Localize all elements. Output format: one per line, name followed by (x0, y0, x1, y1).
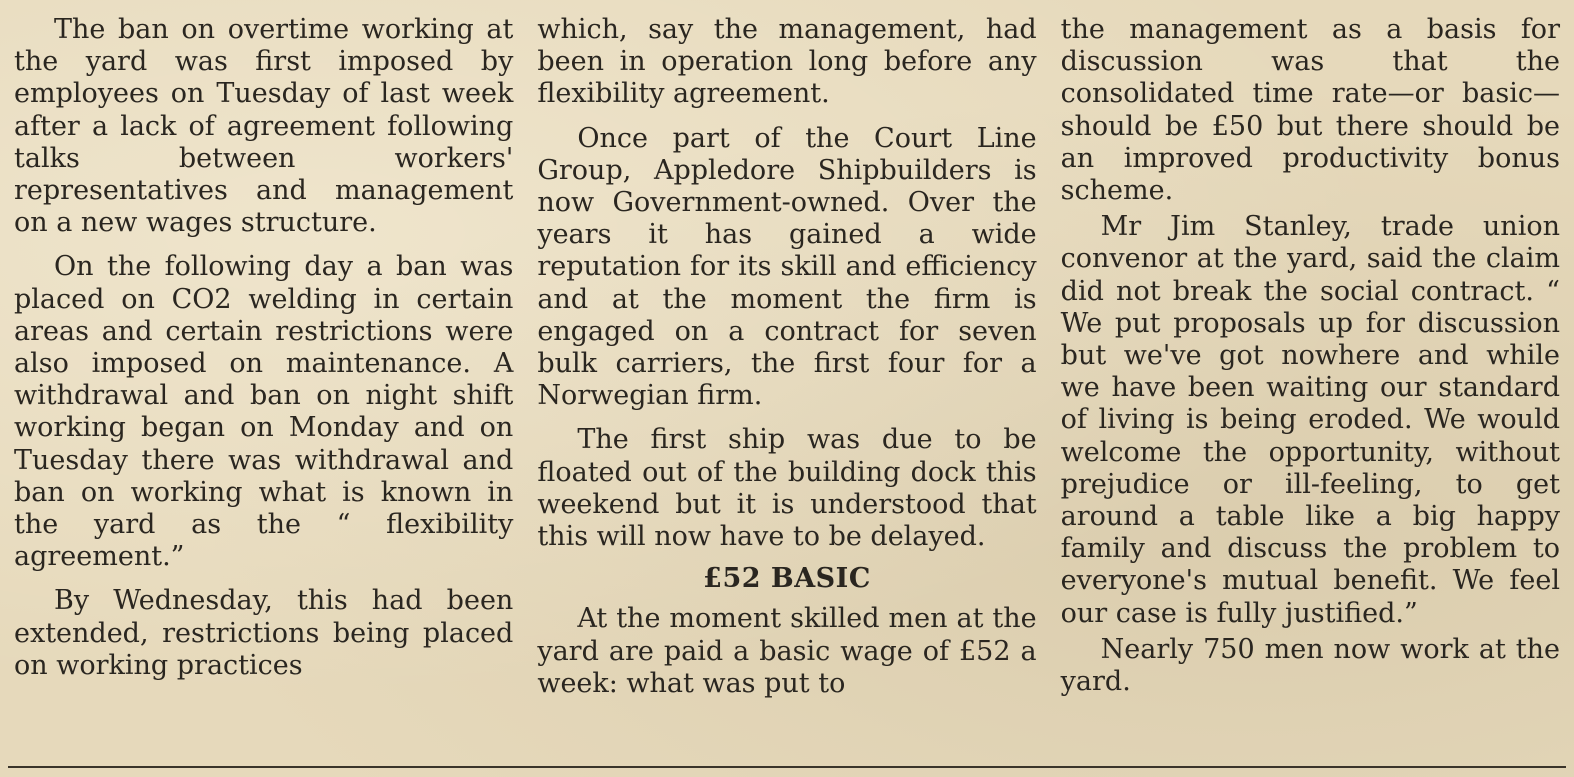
column-rule (8, 766, 1566, 768)
article-columns (14, 14, 1560, 754)
paragraph-continuation: the management as a basis for discussion was that the consolidated time rate—or basic—should be £50 but there should be an improved productivity bonus scheme. (1060, 14, 1560, 207)
column-2 (537, 14, 1036, 754)
paragraph-continuation: which, say the management, had been in operation long before any flexibility agreement. (537, 14, 1037, 110)
paragraph: Mr Jim Stanley, trade union convenor at the yard, said the claim did not break the social contract. “ We put proposals up for discussion but we've got nowhere and while we have been waiting our standard of living is being eroded. We would welcome the opportunity, without prejudice or ill-feeling, to get around a table like a big happy family and discuss the problem to everyone's mutual benefit. We feel our case is fully justified.” (1060, 211, 1560, 629)
paragraph: On the following day a ban was placed on CO2 welding in certain areas and certain restrictions were also imposed on maintenance. A withdrawal and ban on night shift working began on Monday and on Tuesday there was withdrawal and ban on working what is known in the yard as the “ flexibility agreement.” (14, 251, 514, 573)
paragraph: The first ship was due to be floated out of the building dock this weekend but it is understood that this will now have to be delayed. (537, 424, 1037, 553)
column-3 (1061, 14, 1560, 754)
paragraph: The ban on overtime working at the yard was first imposed by employees on Tuesday of last week after a lack of agreement following talks between workers' representatives and management on a new wages structure. (14, 14, 514, 239)
column-1 (14, 14, 513, 754)
paragraph: By Wednesday, this had been extended, restrictions being placed on working practices (14, 585, 514, 681)
paragraph: At the moment skilled men at the yard are paid a basic wage of £52 a week: what was put to (537, 603, 1037, 699)
paragraph: Nearly 750 men now work at the yard. (1060, 633, 1560, 698)
paragraph: Once part of the Court Line Group, Appledore Shipbuilders is now Government-owned. Over the years it has gained a wide reputation for its skill and efficiency and at the moment the firm is engaged on a contract for seven bulk carriers, the first four for a Norwegian firm. (537, 122, 1037, 412)
subheading: £52 BASIC (703, 563, 871, 595)
